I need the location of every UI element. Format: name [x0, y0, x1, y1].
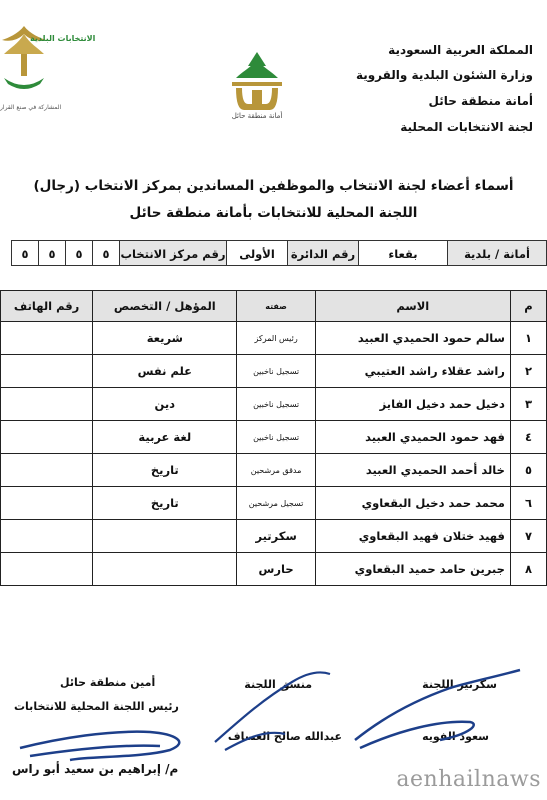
table-row: [1, 355, 547, 388]
row-role: تسجيل ناخبين: [237, 421, 315, 454]
municipality-value: بقعاء: [358, 240, 448, 266]
row-role: سكرتير: [237, 520, 315, 553]
row-phone-redacted: [1, 454, 93, 487]
coordinator-title: منسق اللجنة: [244, 678, 312, 691]
row-role: رئيس المركز: [237, 322, 315, 355]
row-name: جبرين حامد حميد البقعاوي: [315, 553, 510, 586]
secretary-name: سعود الفويه: [422, 730, 489, 743]
row-qualification: [93, 553, 237, 586]
center-digit: ٥: [92, 240, 120, 266]
info-bar: [0, 240, 547, 268]
table-row: [1, 520, 547, 553]
center-digit: ٥: [11, 240, 39, 266]
row-name: فهد حمود الحميدي العبيد: [315, 421, 510, 454]
header-phone: رقم الهاتف: [1, 291, 93, 322]
header-line-ministry: وزارة الشئون البلدية والقروية: [355, 68, 533, 82]
row-name: محمد حمد دخيل البقعاوي: [315, 487, 510, 520]
row-num: ١: [510, 322, 546, 355]
elections-logo-title: الانتخابات البلدية: [30, 34, 96, 43]
row-num: ٦: [510, 487, 546, 520]
row-qualification: شريعة: [93, 322, 237, 355]
header-role: صفته: [237, 291, 315, 322]
row-num: ٧: [510, 520, 546, 553]
row-qualification: دين: [93, 388, 237, 421]
row-name: سالم حمود الحميدي العبيد: [315, 322, 510, 355]
mayor-subtitle: رئيس اللجنة المحلية للانتخابات: [14, 700, 179, 713]
secretary-signature: [355, 670, 520, 748]
table-row: [1, 487, 547, 520]
coordinator-signature: [215, 672, 330, 750]
row-phone-redacted: [1, 421, 93, 454]
row-num: ٨: [510, 553, 546, 586]
table-row: [1, 322, 547, 355]
row-qualification: [93, 520, 237, 553]
row-num: ٥: [510, 454, 546, 487]
row-name: دخيل حمد دخيل الفايز: [315, 388, 510, 421]
row-name: فهيد ختلان فهيد البقعاوي: [315, 520, 510, 553]
center-label: رقم مركز الانتخاب: [119, 240, 227, 266]
row-role: تسجيل ناخبين: [237, 355, 315, 388]
row-qualification: تاريخ: [93, 454, 237, 487]
watermark: aenhailnaws: [396, 767, 541, 792]
row-name: خالد أحمد الحميدي العبيد: [315, 454, 510, 487]
table-row: [1, 553, 547, 586]
document-title: أسماء أعضاء لجنة الانتخاب والموظفين المساندين بمركز الانتخاب (رجال): [33, 178, 514, 194]
elections-logo-subtext: المشاركة في صنع القرار: [0, 104, 62, 111]
center-digit: ٥: [65, 240, 93, 266]
row-role: تسجيل ناخبين: [237, 388, 315, 421]
document-subtitle: اللجنة المحلية للانتخابات بأمانة منطقة حائل: [129, 205, 418, 221]
row-phone-redacted: [1, 322, 93, 355]
row-role: تسجيل مرشحين: [237, 487, 315, 520]
amana-hail-logo-caption: أمانة منطقة حائل: [231, 112, 283, 120]
row-role: حارس: [237, 553, 315, 586]
table-row: [1, 388, 547, 421]
row-phone-redacted: [1, 520, 93, 553]
table-row: [1, 421, 547, 454]
elections-palm-icon: [0, 20, 48, 100]
mayor-signature: [20, 732, 179, 760]
amana-hail-logo: [222, 48, 292, 128]
row-name: راشد عقلاء راشد العتيبي: [315, 355, 510, 388]
table-header-row: [1, 291, 547, 322]
municipality-label: أمانة / بلدية: [447, 240, 547, 266]
header-line-kingdom: المملكة العربية السعودية: [388, 43, 533, 57]
header-line-committee: لجنة الانتخابات المحلية: [400, 120, 533, 134]
table-row: [1, 454, 547, 487]
row-num: ٤: [510, 421, 546, 454]
mayor-name: م/ إبراهيم بن سعيد أبو راس: [12, 762, 179, 776]
row-qualification: لغة عربية: [93, 421, 237, 454]
coordinator-name: عبدالله صالح العساف: [227, 730, 342, 743]
row-phone-redacted: [1, 388, 93, 421]
row-qualification: علم نفس: [93, 355, 237, 388]
header-qualification: المؤهل / التخصص: [93, 291, 237, 322]
row-num: ٣: [510, 388, 546, 421]
center-digit: ٥: [38, 240, 66, 266]
row-phone-redacted: [1, 487, 93, 520]
district-label: رقم الدائرة: [287, 240, 359, 266]
header-line-amana: أمانة منطقة حائل: [428, 94, 533, 108]
district-value: الأولى: [226, 240, 288, 266]
members-table: [0, 290, 547, 586]
header-num: م: [510, 291, 546, 322]
row-phone-redacted: [1, 553, 93, 586]
signature-strokes: [0, 660, 547, 780]
header-name: الاسم: [315, 291, 510, 322]
row-role: مدقق مرشحين: [237, 454, 315, 487]
municipal-elections-logo: [0, 20, 96, 130]
row-num: ٢: [510, 355, 546, 388]
row-phone-redacted: [1, 355, 93, 388]
secretary-title: سكرتير اللجنة: [422, 678, 497, 691]
mayor-title: أمين منطقة حائل: [60, 676, 156, 689]
row-qualification: تاريخ: [93, 487, 237, 520]
